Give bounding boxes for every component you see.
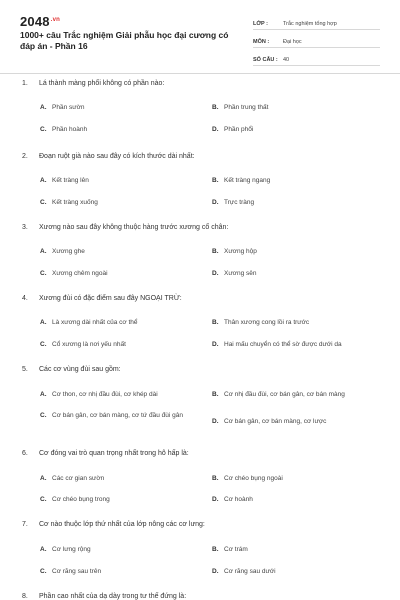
meta-row-subject: MÔN : Đại học [253, 33, 380, 48]
option-b[interactable]: B. Cơ chéo bụng ngoài [212, 475, 283, 482]
option-a[interactable]: A. Xương ghe [40, 248, 85, 255]
option-c[interactable]: C. Cổ xương là nơi yếu nhất [40, 341, 126, 348]
option-c[interactable]: C. Phần hoành [40, 126, 88, 133]
document-header [0, 0, 400, 72]
document-meta [253, 15, 380, 69]
option-c[interactable]: C. Cơ chéo bụng trong [40, 496, 110, 503]
option-a[interactable]: A. Phần sườn [40, 104, 85, 111]
option-a[interactable]: A. Là xương dài nhất của cơ thể [40, 319, 138, 326]
option-b[interactable]: B. Xương hộp [212, 248, 257, 255]
option-a[interactable]: A. Cơ lưng rộng [40, 546, 91, 553]
question-text: 6. Cơ đóng vai trò quan trọng nhất trong hô hấp là: [22, 450, 189, 457]
option-b[interactable]: B. Cơ trám [212, 546, 248, 553]
site-logo[interactable]: $2048^{.vn}$ [20, 14, 61, 29]
option-b[interactable]: B. Phần trung thất [212, 104, 269, 111]
option-b[interactable]: B. Thân xương cong lồi ra trước [212, 319, 310, 326]
option-c[interactable]: C. Kết tràng xuống [40, 199, 98, 206]
option-a[interactable]: A. Các cơ gian sườn [40, 475, 105, 482]
question-text: 4. Xương đùi có đặc điểm sau đây NGOẠI TRỪ: [22, 295, 182, 302]
option-c[interactable]: C. Cơ bán gân, cơ bán màng, cơ tứ đầu đùi gân [40, 412, 183, 419]
meta-row-count: SỐ CÂU : 40 [253, 51, 380, 66]
option-b[interactable]: B. Cơ nhị đầu đùi, cơ bán gân, cơ bán màng [212, 391, 345, 398]
question-text: 1. Lá thành màng phổi không có phần nào: [22, 80, 165, 87]
option-d[interactable]: D. Cơ răng sau dưới [212, 568, 276, 575]
option-d[interactable]: D. Trực tràng [212, 199, 255, 206]
option-c[interactable]: C. Xương chêm ngoài [40, 270, 108, 277]
question-text: 2. Đoạn ruột già nào sau đây có kích thước dài nhất: [22, 153, 195, 160]
option-a[interactable]: A. Kết tràng lên [40, 177, 89, 184]
option-d[interactable]: D. Cơ bán gân, cơ bán màng, cơ lược [212, 418, 327, 425]
meta-row-class: LỚP : Trắc nghiệm tổng hợp [253, 15, 380, 30]
question-text: 7. Cơ nào thuộc lớp thứ nhất của lớp nông các cơ lưng: [22, 521, 205, 528]
option-a[interactable]: A. Cơ thon, cơ nhị đầu đùi, cơ khép dài [40, 391, 158, 398]
option-b[interactable]: B. Kết tràng ngang [212, 177, 271, 184]
option-c[interactable]: C. Cơ răng sau trên [40, 568, 102, 575]
option-d[interactable]: D. Xương sên [212, 270, 257, 277]
option-d[interactable]: D. Phần phổi [212, 126, 254, 133]
question-text: 3. Xương nào sau đây không thuộc hàng trước xương cổ chân: [22, 224, 229, 231]
option-d[interactable]: D. Cơ hoành [212, 496, 253, 503]
option-d[interactable]: D. Hai mấu chuyển có thể sờ được dưới da [212, 341, 342, 348]
question-text: 5. Các cơ vùng đùi sau gồm: [22, 366, 121, 373]
header-divider [0, 73, 400, 74]
document-title: 1000+ câu Trắc nghiệm Giải phẫu học đại cương có đáp án - Phần 16 [20, 30, 229, 51]
question-text: 8. Phần cao nhất của dạ dày trong tư thế đứng là: [22, 593, 187, 600]
